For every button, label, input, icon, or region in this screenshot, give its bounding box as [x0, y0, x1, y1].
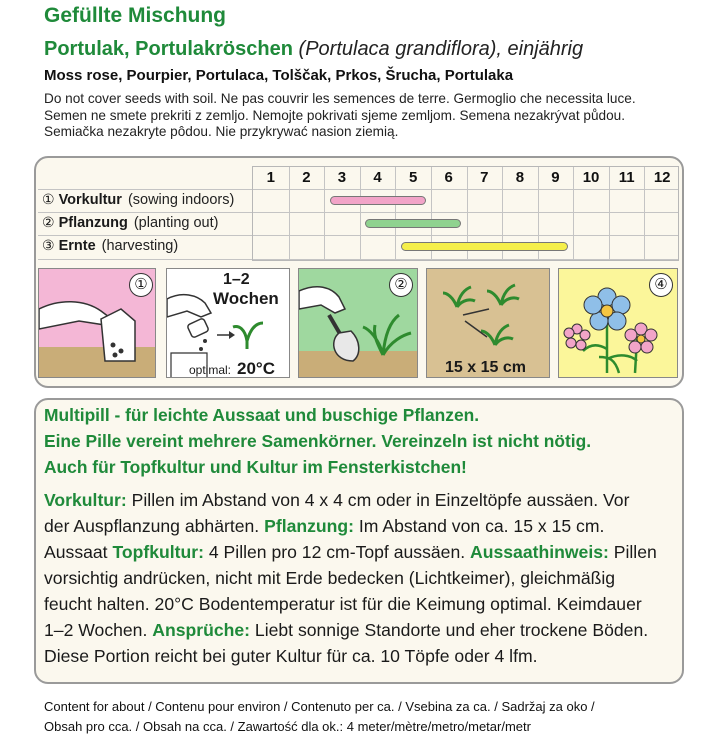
- info-line: [44, 617, 680, 643]
- instruction-line: Semen ne smete prekriti z zemljo. Nemojte pokrivati sjeme zemljom. Semena nezakrývat půdou.: [44, 107, 625, 123]
- calendar-row-pflanzung: [42, 214, 218, 231]
- highlight-line: Multipill - für leichte Aussaat und buschige Pflanzen.: [44, 405, 480, 425]
- row-number: ②: [42, 214, 55, 230]
- sowing-instructions: [44, 91, 636, 141]
- info-text: 1–2 Wochen.: [44, 620, 153, 640]
- info-text: Pillen: [608, 542, 657, 562]
- highlight-line: Eine Pille vereint mehrere Samenkörner. Vereinzeln ist nicht nötig.: [44, 431, 592, 451]
- keyword-ansprueche: Ansprüche:: [152, 620, 251, 640]
- info-text: der Auspflanzung abhärten.: [44, 516, 265, 536]
- calendar-bar-vorkultur: [330, 196, 426, 205]
- grid-row-line: [253, 212, 678, 213]
- optimal-temperature: 20°C: [237, 359, 275, 378]
- info-highlights: [44, 402, 591, 480]
- germination-weeks: 1–2: [223, 271, 250, 288]
- calendar-bar-ernte: [401, 242, 568, 251]
- month-number: 7: [480, 169, 489, 186]
- product-title: [44, 38, 583, 61]
- panel-germination: [166, 268, 290, 378]
- month-number: 2: [302, 169, 311, 186]
- highlight-line: Auch für Topfkultur und Kultur im Fensterkistchen!: [44, 457, 467, 477]
- month-number: 3: [337, 169, 347, 186]
- annual-label: , einjährig: [496, 38, 584, 60]
- row-label-en: (sowing indoors): [127, 192, 235, 208]
- info-line: [44, 487, 680, 513]
- month-number: 4: [373, 169, 382, 186]
- keyword-aussaathinweis: Aussaathinweis:: [470, 542, 609, 562]
- grid-row-line: [253, 235, 678, 236]
- row-label-de: Vorkultur: [58, 192, 122, 208]
- row-label-de: Ernte: [58, 238, 96, 254]
- info-text: Aussaat: [44, 542, 113, 562]
- row-label-en: (planting out): [133, 215, 219, 231]
- month-number: 12: [653, 169, 671, 186]
- info-text: Im Abstand von ca. 15 x 15 cm.: [354, 516, 605, 536]
- row-number: ③: [42, 237, 55, 253]
- info-body: [44, 487, 680, 669]
- month-number: 11: [618, 169, 635, 186]
- instruction-line: Do not cover seeds with soil. Ne pas couvrir les semences de terre. Germoglio che necessita luce.: [44, 91, 636, 106]
- grid-row-line: [253, 189, 678, 190]
- month-grid: [252, 166, 679, 261]
- info-text: Pillen im Abstand von 4 x 4 cm oder in Einzeltöpfe aussäen. Vor: [126, 490, 630, 510]
- plant-spacing-label: 15 x 15 cm: [445, 359, 526, 376]
- instruction-line: Semiačka nezakryte pôdou. Nie przykrywać nasion ziemią.: [44, 124, 399, 139]
- content-line: Obsah pro cca. / Obsah na cca. / Zawartość dla ok.: 4 meter/mètre/metro/metar/metr: [44, 719, 531, 734]
- info-text: 4 Pillen pro 12 cm-Topf aussäen.: [204, 542, 471, 562]
- info-line: feucht halten. 20°C Bodentemperatur ist für die Keimung optimal. Keimdauer: [44, 594, 642, 614]
- step-number-1: ①: [129, 273, 153, 297]
- step-number-2: ②: [389, 273, 413, 297]
- international-names: Moss rose, Pourpier, Portulaca, Tolščak, Prkos, Šrucha, Portulaka: [44, 67, 514, 84]
- calendar-bar-pflanzung: [365, 219, 461, 228]
- info-line: [44, 513, 680, 539]
- common-name: Portulak, Portulakröschen: [44, 38, 293, 60]
- info-line: Diese Portion reicht bei guter Kultur für ca. 10 Töpfe oder 4 lfm.: [44, 646, 538, 666]
- month-number: 9: [551, 169, 560, 186]
- month-number: 5: [408, 169, 418, 186]
- info-line: [44, 539, 680, 565]
- row-label-de: Pflanzung: [58, 215, 128, 231]
- row-label-en: (harvesting): [101, 238, 179, 254]
- keyword-topfkultur: Topfkultur:: [112, 542, 204, 562]
- info-line: vorsichtig andrücken, nicht mit Erde bedecken (Lichtkeimer), gleichmäßig: [44, 568, 616, 588]
- calendar-row-vorkultur: [42, 191, 234, 208]
- panel-spacing: [426, 268, 550, 378]
- month-number: 6: [444, 169, 453, 186]
- optimal-label: optimal:: [189, 363, 232, 377]
- step-number-4: ④: [649, 273, 673, 297]
- panel-flowering: [558, 268, 678, 378]
- keyword-pflanzung: Pflanzung:: [264, 516, 355, 536]
- month-number: 1: [266, 169, 275, 186]
- germination-weeks-label: Wochen: [213, 289, 279, 308]
- panel-planting-out: [298, 268, 418, 378]
- content-line: Content for about / Contenu pour environ / Contenuto per ca. / Vsebina za ca. / Sadržaj za oko /: [44, 699, 595, 714]
- panel-sowing-indoors: [38, 268, 156, 378]
- row-number: ①: [42, 191, 55, 207]
- calendar-row-ernte: [42, 237, 178, 254]
- latin-name: (Portulaca grandiflora): [298, 38, 497, 60]
- info-text: Liebt sonnige Standorte und eher trockene Böden.: [250, 620, 649, 640]
- month-number: 8: [515, 169, 525, 186]
- keyword-vorkultur: Vorkultur:: [44, 490, 127, 510]
- content-amount: [44, 697, 595, 737]
- variety-subtitle: Gefüllte Mischung: [44, 4, 227, 27]
- month-number: 10: [582, 169, 600, 186]
